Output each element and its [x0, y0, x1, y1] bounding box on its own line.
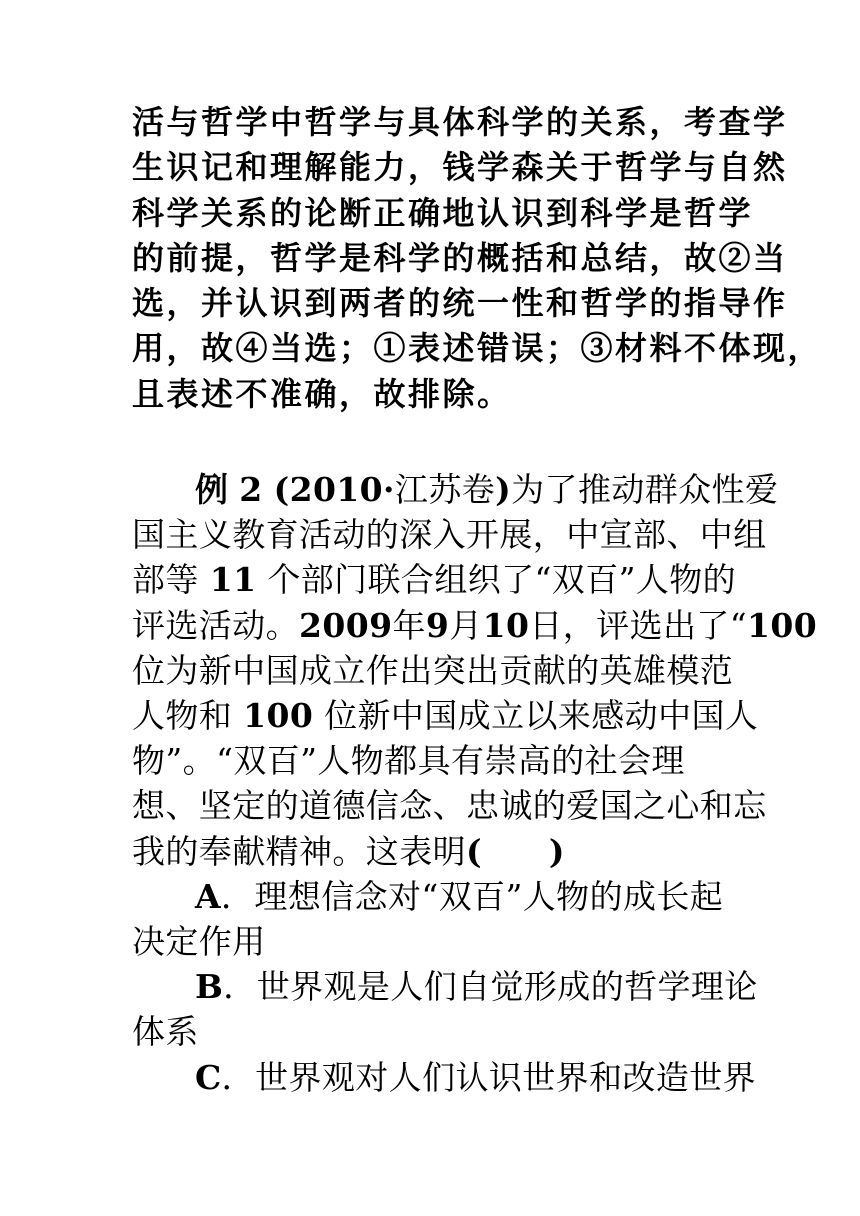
question-line: [132, 829, 732, 874]
question-text: 月: [449, 605, 483, 645]
question-text: 评选活动。: [132, 605, 299, 645]
question-line: 想、坚定的道德信念、忠诚的爱国之心和忘: [132, 786, 767, 826]
example-question: [132, 467, 818, 1100]
option-b-continued: 体系: [132, 1012, 199, 1052]
question-line: 国主义教育活动的深入开展，中宣部、中组: [132, 515, 767, 555]
question-text: 我的奉献精神。这表明: [132, 831, 466, 871]
option-b: [132, 964, 758, 1009]
question-text: 位新中国成立以来感动中国人: [324, 696, 759, 736]
option-separator: ．: [221, 1057, 256, 1097]
example-source-close: ): [495, 470, 512, 510]
answer-blank: ( ): [466, 831, 565, 871]
option-letter: C: [195, 1057, 222, 1097]
answer-analysis: [132, 100, 823, 417]
example-label: 例: [195, 470, 229, 510]
question-text: 日，评选出了“: [529, 605, 748, 645]
analysis-line: 且表述不准确，故排除。: [132, 374, 512, 413]
option-text: 世界观是人们自觉形成的哲学理论: [256, 967, 758, 1007]
question-number: 10: [482, 605, 530, 645]
question-text: 个部门联合组织了“双百”人物的: [267, 560, 737, 600]
option-separator: ．: [223, 967, 257, 1007]
analysis-line: 活与哲学中哲学与具体科学的关系，考查学: [132, 103, 788, 141]
option-a: [132, 874, 732, 919]
option-c: [132, 1055, 757, 1100]
option-letter: B: [195, 967, 224, 1007]
question-text: 为了推动群众性爱: [511, 470, 779, 510]
analysis-line: 生识记和理解能力，钱学森关于哲学与自然: [132, 148, 788, 187]
question-number: 100: [747, 605, 818, 645]
option-a-continued: 决定作用: [132, 921, 266, 961]
analysis-line: 选，并认识到两者的统一性和哲学的指导作: [132, 284, 788, 323]
option-letter: A: [195, 876, 222, 916]
analysis-line: 的前提，哲学是科学的概括和总结，故②当: [132, 238, 788, 277]
question-line: [132, 693, 759, 738]
question-text: 人物和: [132, 696, 233, 736]
question-line: [132, 557, 737, 602]
question-line: 物”。“双百”人物都具有崇高的社会理: [132, 741, 685, 781]
question-line: [132, 603, 818, 648]
question-text: 年: [392, 605, 426, 645]
example-source-open: (2010·: [273, 470, 395, 510]
question-text: 部等: [132, 560, 199, 600]
option-separator: ．: [221, 876, 255, 916]
option-text: 理想信念对“双百”人物的成长起: [254, 876, 724, 916]
question-number: 11: [209, 560, 257, 600]
document-page: [132, 100, 823, 1100]
question-number: 2009: [299, 605, 393, 645]
example-number: 2: [239, 470, 263, 510]
analysis-line: 科学关系的论断正确地认识到科学是哲学: [132, 193, 754, 232]
question-number: 9: [425, 605, 450, 645]
question-line: 位为新中国成立作出突出贡献的英雄模范: [132, 650, 734, 690]
analysis-line: 用，故④当选；①表述错误；③材料不体现，: [132, 329, 823, 368]
question-line: [132, 467, 779, 512]
question-number: 100: [243, 696, 314, 736]
example-source-name: 江苏卷: [394, 470, 496, 510]
option-text: 世界观对人们认识世界和改造世界: [255, 1057, 757, 1097]
